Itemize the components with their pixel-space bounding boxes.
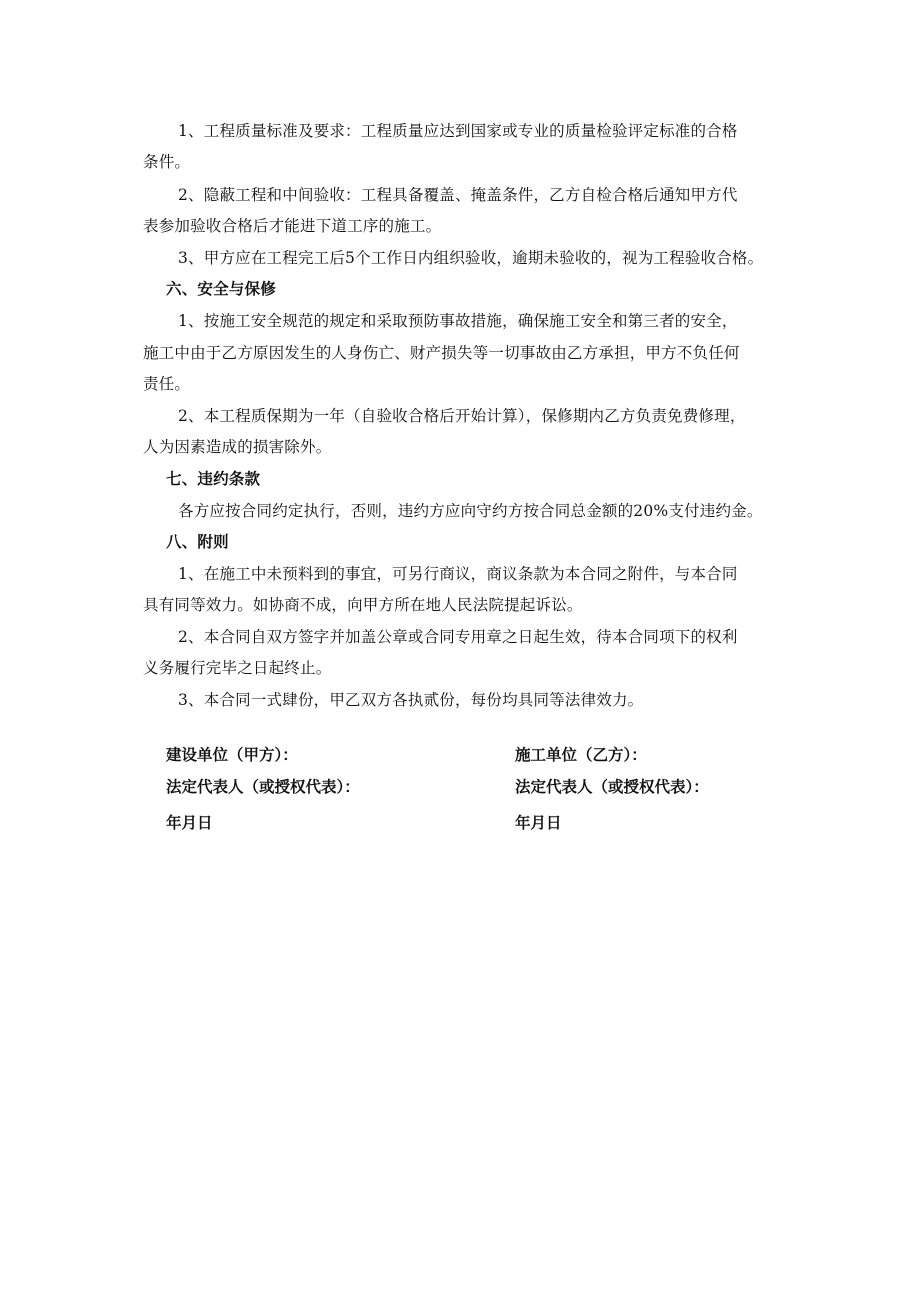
clause-6-1-line-2: 施工中由于乙方原因发生的人身伤亡、财产损失等一切事故由乙方承担，甲方不负任何: [143, 344, 740, 362]
section-6-heading: 六、安全与保修: [166, 280, 276, 298]
clause-6-2-line-1: 2、本工程质保期为一年（自验收合格后开始计算），保修期内乙方负责免费修理，: [178, 407, 746, 425]
signature-party-a-date: 年月日: [166, 814, 213, 832]
clause-8-1-line-2: 具有同等效力。如协商不成，向甲方所在地人民法院提起诉讼。: [143, 596, 583, 614]
clause-6-1-line-1: 1、按施工安全规范的规定和采取预防事故措施，确保施工安全和第三者的安全，: [178, 312, 738, 330]
signature-party-a-representative: 法定代表人（或授权代表）：: [166, 778, 360, 796]
signature-party-b-representative: 法定代表人（或授权代表）：: [515, 778, 709, 796]
section-7-heading: 七、违约条款: [166, 470, 261, 488]
clause-6-2-line-2: 人为因素造成的损害除外。: [143, 438, 332, 456]
clause-5-3-line-1: 3、甲方应在工程完工后5个工作日内组织验收，逾期未验收的，视为工程验收合格。: [178, 249, 764, 267]
signature-party-b-date: 年月日: [515, 814, 562, 832]
signature-party-a-label: 建设单位（甲方）：: [166, 746, 298, 764]
clause-7-text: 各方应按合同约定执行，否则，违约方应向守约方按合同总金额的20%支付违约金。: [178, 502, 763, 520]
clause-8-2-line-1: 2、本合同自双方签字并加盖公章或合同专用章之日起生效，待本合同项下的权利: [178, 628, 738, 646]
clause-5-1-line-1: 1、工程质量标准及要求：工程质量应达到国家或专业的质量检验评定标准的合格: [178, 122, 738, 140]
signature-party-b-label: 施工单位（乙方）：: [515, 746, 647, 764]
clause-6-1-line-3: 责任。: [143, 375, 191, 393]
clause-8-1-line-1: 1、在施工中未预料到的事宜，可另行商议，商议条款为本合同之附件，与本合同: [178, 565, 738, 583]
clause-5-2-line-2: 表参加验收合格后才能进下道工序的施工。: [143, 217, 442, 235]
clause-8-2-line-2: 义务履行完毕之日起终止。: [143, 659, 332, 677]
clause-5-2-line-1: 2、隐蔽工程和中间验收：工程具备覆盖、掩盖条件，乙方自检合格后通知甲方代: [178, 186, 738, 204]
clause-5-1-line-2: 条件。: [143, 153, 191, 171]
clause-8-3-line-1: 3、本合同一式肆份，甲乙双方各执贰份，每份均具同等法律效力。: [178, 691, 644, 709]
section-8-heading: 八、附则: [166, 533, 229, 551]
